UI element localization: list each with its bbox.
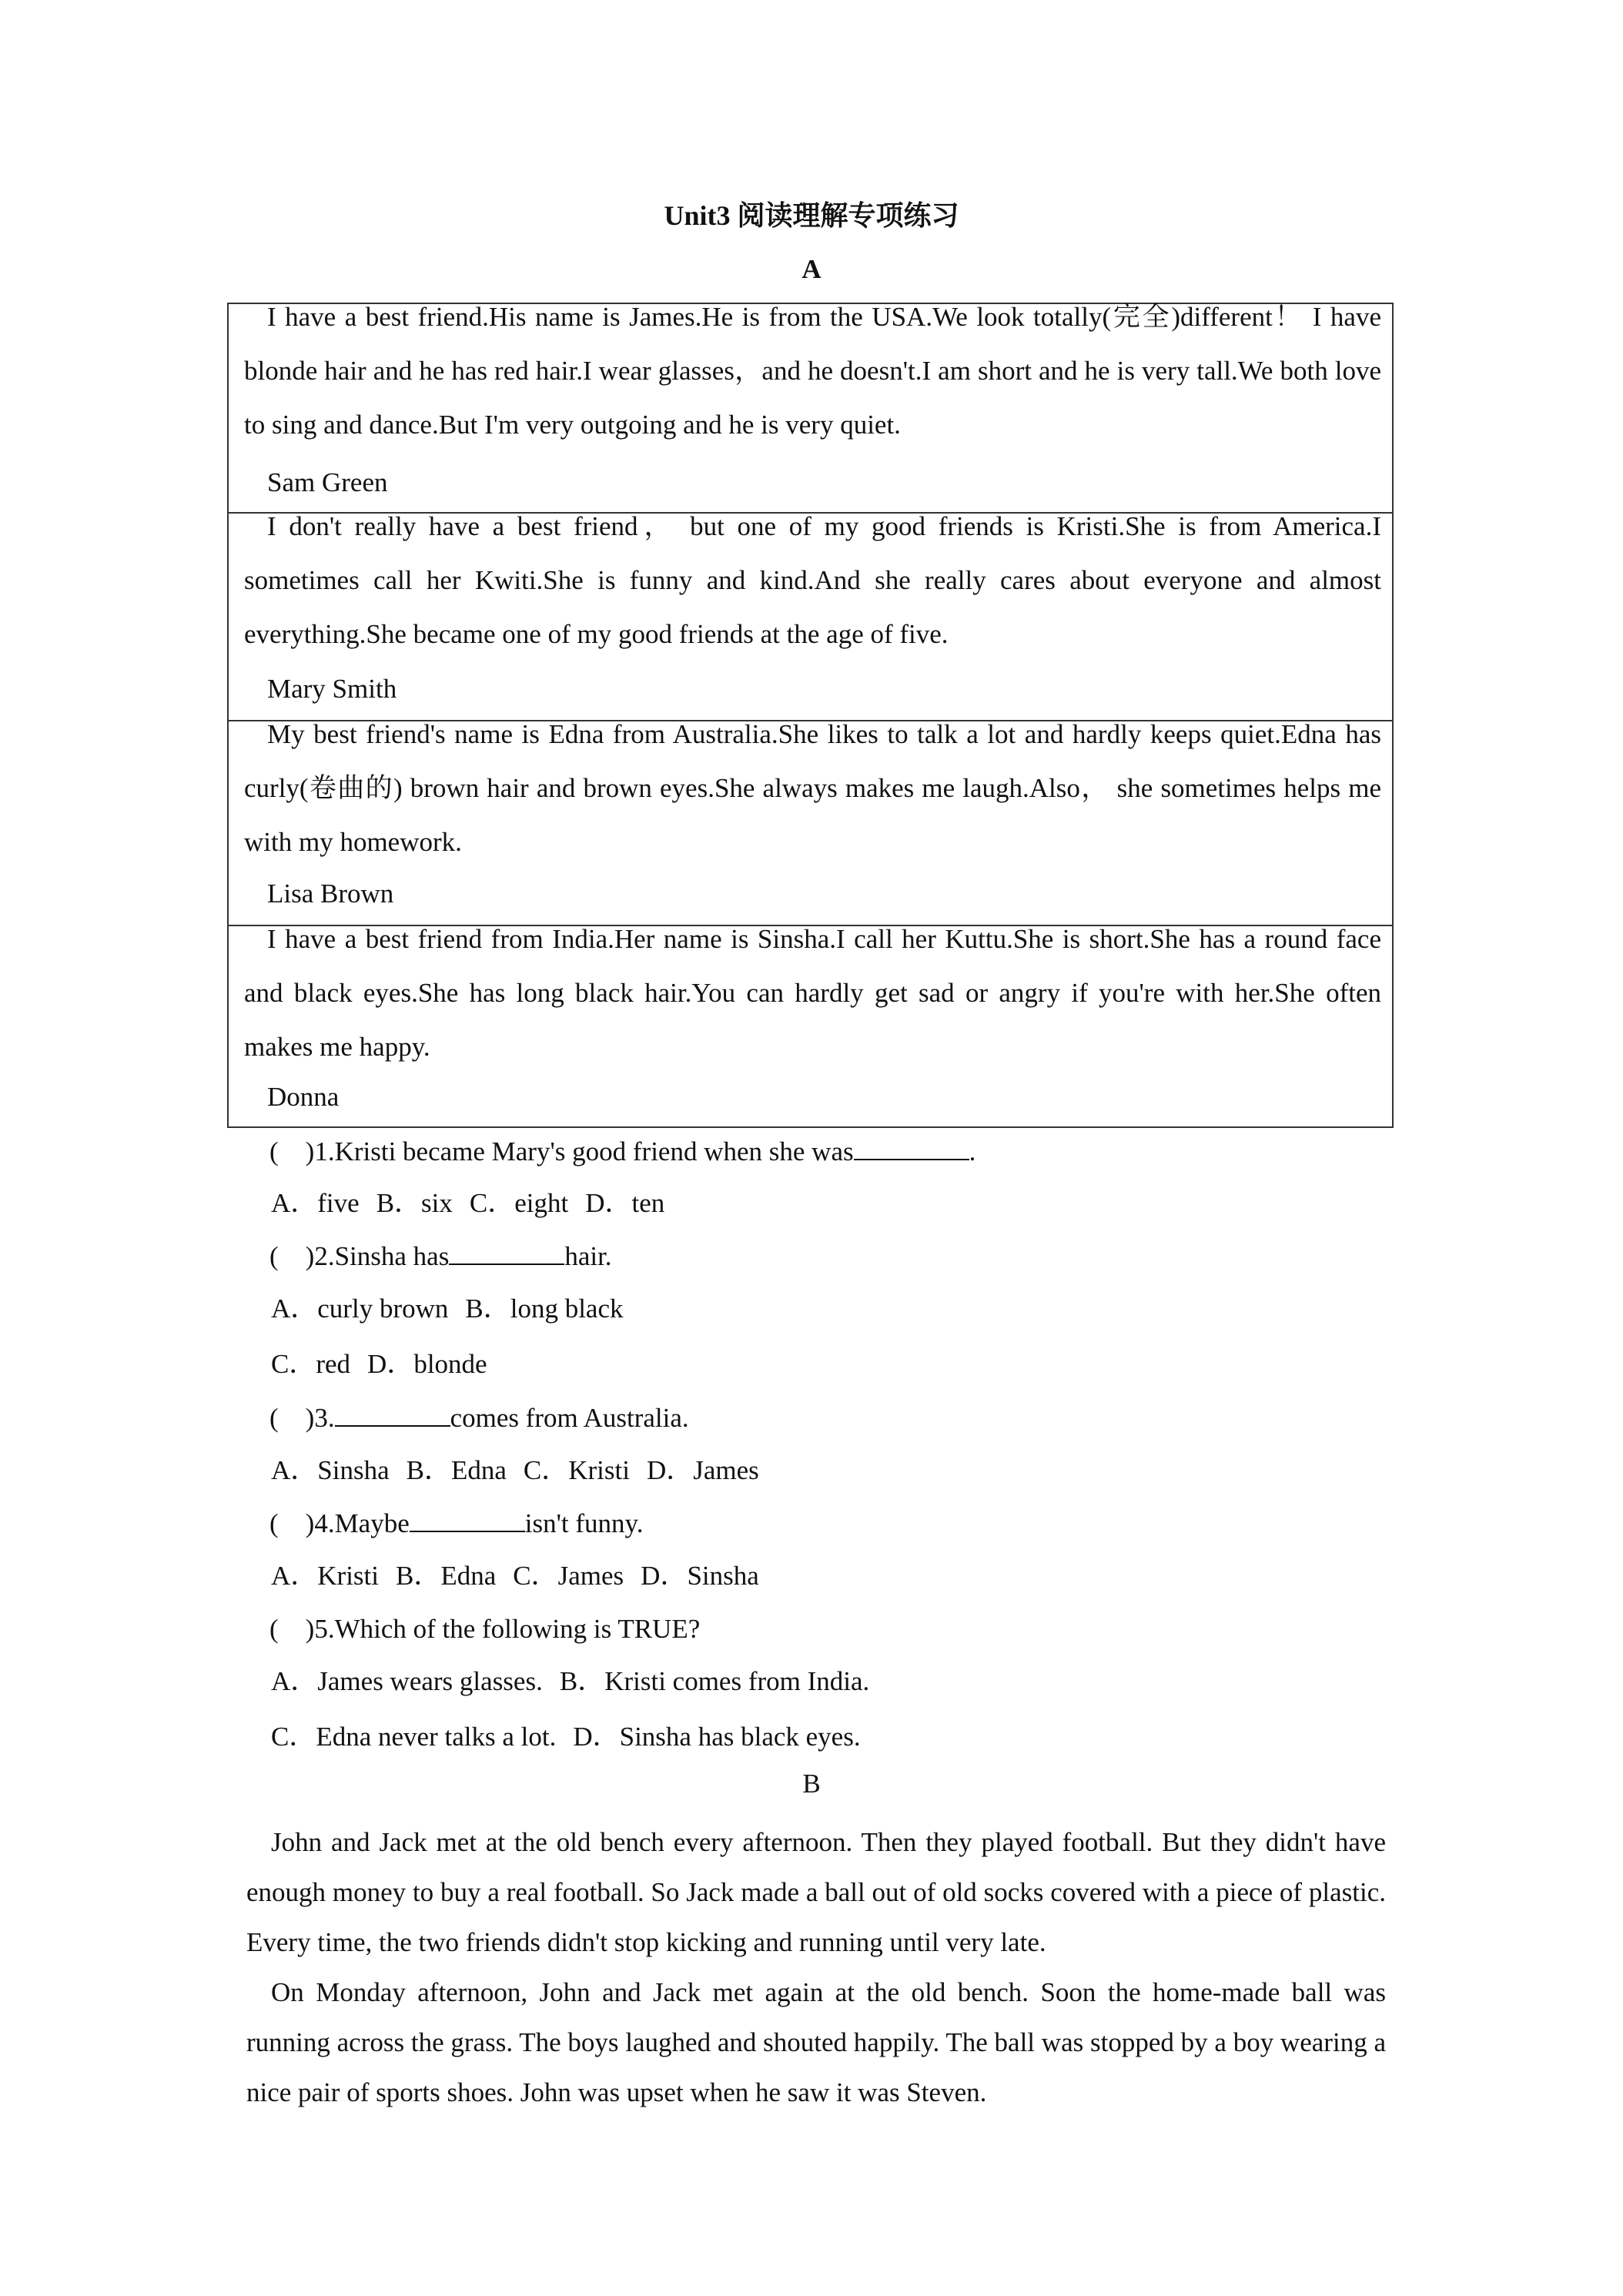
answer-blank[interactable] — [410, 1511, 525, 1532]
answer-paren[interactable]: ( ) — [269, 1614, 315, 1644]
entry-text: I have a best friend from India.Her name is Sinsha.I call her Kuttu.She is short.She has a round face and black eyes.She has long black hair.You can hardly get sad or angry if you're with her.She often makes me happy. — [244, 924, 1381, 1062]
table-row — [229, 512, 1392, 720]
passage-paragraph: On Monday afternoon, John and Jack met again at the old bench. Soon the home-made ball was running across the grass. The boys laughed and shouted happily. The ball was stopped by a boy wearing a nice pair of sports shoes. John was upset when he saw it was Steven. — [246, 1977, 1386, 2107]
option-a[interactable]: A．Kristi — [271, 1561, 380, 1591]
question-4 — [269, 1502, 644, 1541]
passage-paragraph: John and Jack met at the old bench every afternoon. Then they played football. But they didn't have enough money to buy a real football. So Jack made a ball out of old socks covered with a piece of plastic. Every time, the two friends didn't stop kicking and running until very late. — [246, 1827, 1386, 1957]
answer-paren[interactable]: ( ) — [269, 1508, 315, 1538]
question-text-after: comes from Australia. — [450, 1403, 689, 1433]
options-row — [271, 1182, 681, 1220]
section-b-label: B — [802, 1769, 821, 1799]
answer-paren[interactable]: ( ) — [269, 1403, 315, 1433]
question-3 — [269, 1397, 689, 1435]
question-text-after: hair. — [564, 1241, 612, 1271]
answer-blank[interactable] — [449, 1243, 564, 1265]
option-b[interactable]: B．Edna — [396, 1561, 497, 1591]
option-d[interactable]: D．Sinsha has black eyes. — [573, 1722, 861, 1752]
option-c[interactable]: C．James — [513, 1561, 624, 1591]
reading-table — [227, 303, 1394, 1128]
entry-author: Sam Green — [267, 467, 388, 497]
options-row — [271, 1287, 641, 1326]
option-d[interactable]: D．blonde — [367, 1349, 487, 1379]
option-c[interactable]: C．Edna never talks a lot. — [271, 1722, 557, 1752]
question-1 — [269, 1130, 975, 1169]
option-b[interactable]: B．six — [376, 1188, 453, 1218]
options-row — [271, 1715, 878, 1754]
option-d[interactable]: D．ten — [585, 1188, 665, 1218]
answer-blank[interactable] — [335, 1405, 450, 1427]
entry-text: My best friend's name is Edna from Australia.She likes to talk a lot and hardly keeps quiet.Edna has curly(卷曲的) brown hair and brown eyes.She always makes me laugh.Also， she sometimes helps me with my homework. — [244, 719, 1381, 857]
question-text-after: . — [969, 1136, 976, 1166]
answer-paren[interactable]: ( ) — [269, 1241, 315, 1271]
options-row — [271, 1449, 776, 1488]
question-text-after: isn't funny. — [524, 1508, 644, 1538]
options-row — [271, 1660, 886, 1699]
option-c[interactable]: C．eight — [469, 1188, 569, 1218]
question-text: 4.Maybe — [314, 1508, 410, 1538]
option-b[interactable]: B．Edna — [406, 1455, 507, 1485]
answer-blank[interactable] — [854, 1139, 969, 1160]
options-row — [271, 1555, 776, 1593]
option-a[interactable]: A．Sinsha — [271, 1455, 390, 1485]
entry-text: I have a best friend.His name is James.He is from the USA.We look totally(完全)different！ I have blonde hair and he has red hair.I wear glasses，and he doesn't.I am short and he is very tall.We both love to sing and dance.But I'm very outgoing and he is very quiet. — [244, 302, 1381, 440]
option-b[interactable]: B．long black — [465, 1294, 624, 1324]
question-text: 3. — [314, 1403, 335, 1433]
table-row — [229, 925, 1392, 1128]
question-text: 5.Which of the following is TRUE? — [314, 1614, 701, 1644]
option-a[interactable]: A．five — [271, 1188, 360, 1218]
table-row — [229, 720, 1392, 925]
option-b[interactable]: B．Kristi comes from India. — [559, 1666, 870, 1696]
question-text: 2.Sinsha has — [314, 1241, 450, 1271]
question-text: 1.Kristi became Mary's good friend when she was — [314, 1136, 854, 1166]
page-title: Unit3 阅读理解专项练习 — [664, 200, 959, 231]
option-a[interactable]: A．curly brown — [271, 1294, 449, 1324]
option-c[interactable]: C．Kristi — [523, 1455, 630, 1485]
question-5 — [269, 1608, 700, 1646]
entry-author: Lisa Brown — [267, 879, 394, 909]
entry-text: I don't really have a best friend， but one of my good friends is Kristi.She is from America.I sometimes call her Kwiti.She is funny and kind.And she really cares about everyone and almost everything.She became one of my good friends at the age of five. — [244, 511, 1381, 649]
question-2 — [269, 1235, 612, 1274]
section-a-label: A — [801, 254, 822, 284]
answer-paren[interactable]: ( ) — [269, 1136, 315, 1166]
option-d[interactable]: D．Sinsha — [641, 1561, 759, 1591]
option-d[interactable]: D．James — [646, 1455, 759, 1485]
option-a[interactable]: A．James wears glasses. — [271, 1666, 543, 1696]
table-row — [229, 304, 1392, 512]
options-row — [271, 1343, 504, 1381]
option-c[interactable]: C．red — [271, 1349, 351, 1379]
entry-author: Mary Smith — [267, 674, 397, 704]
entry-author: Donna — [267, 1082, 340, 1112]
